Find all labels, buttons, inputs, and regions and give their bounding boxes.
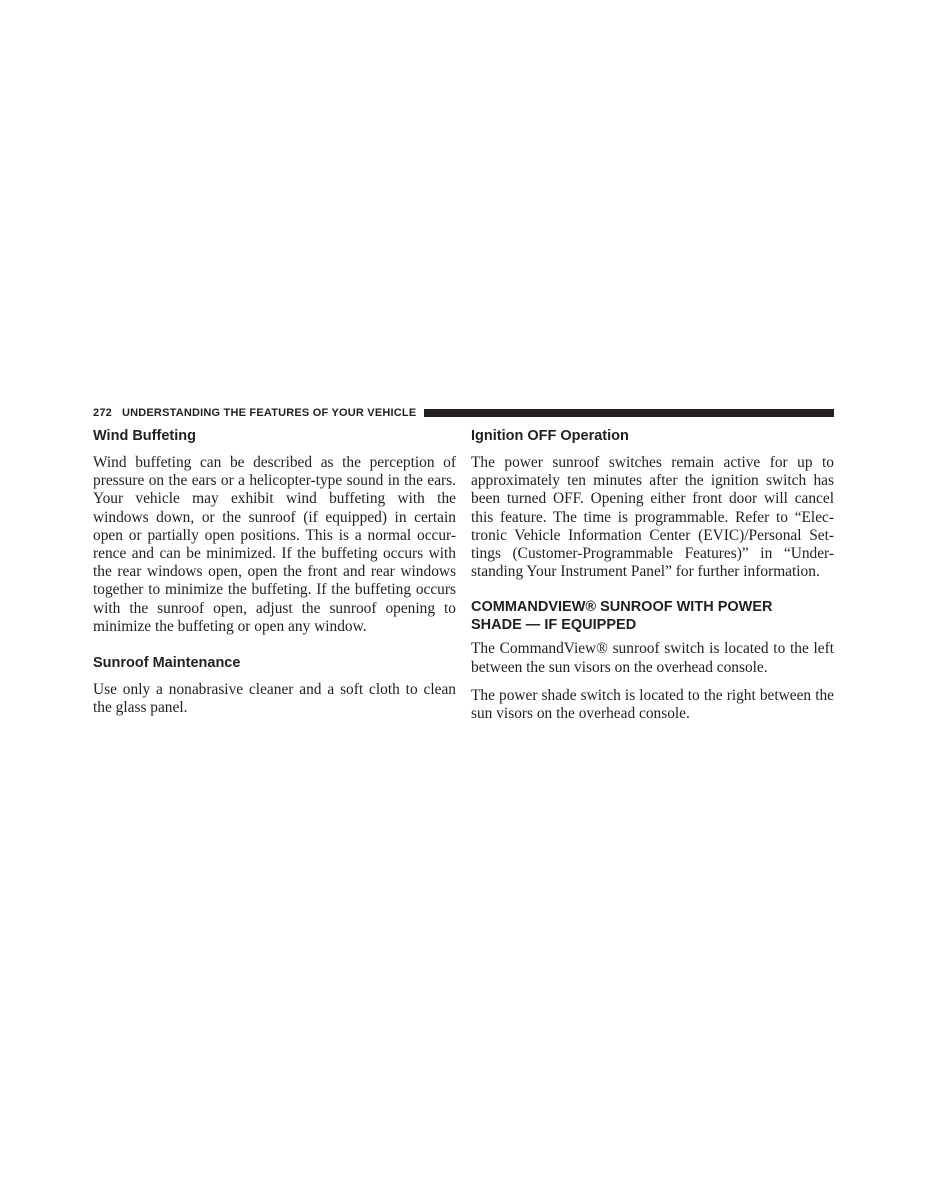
running-title: UNDERSTANDING THE FEATURES OF YOUR VEHICLE [121,407,417,419]
wind-buffeting-heading: Wind Buffeting [93,428,196,444]
commandview-paragraph-2: The power shade switch is located to the right between the sun visors on the overhead console. [471,686,834,723]
commandview-heading [471,598,834,634]
wind-buffeting-paragraph: Wind buffeting can be described as the perception of pressure on the ears or a helicopter-type sound in the ears. Your vehicle may exhibit wind buffeting with the windows down, or the sunroof (if equipped) in certain open or partially open positions. This is a normal occur-rence and can be minimized. If the buffeting occurs with the rear windows open, open the front and rear windows together to minimize the buffeting. If the buffeting occurs with the sunroof open, adjust the sunroof opening to minimize the buffeting or open any window. [93,454,456,635]
header-rule [424,409,834,417]
right-column [471,426,834,723]
page-header [93,406,834,420]
sunroof-maintenance-heading: Sunroof Maintenance [93,655,241,672]
commandview-paragraph-1: The CommandView® sunroof switch is located to the left between the sun visors on the overhead console. [471,640,834,676]
ignition-off-heading: Ignition OFF Operation [471,428,629,444]
commandview-heading-line1: COMMANDVIEW® SUNROOF WITH POWER [471,599,773,616]
sunroof-maintenance-paragraph: Use only a nonabrasive cleaner and a soft cloth to clean the glass panel. [93,681,456,717]
page-number: 272 [93,407,112,419]
commandview-heading-line2: SHADE — IF EQUIPPED [471,617,637,634]
left-column [93,426,456,717]
ignition-off-paragraph: The power sunroof switches remain active for up to approximately ten minutes after the ignition switch has been turned OFF. Opening either front door will cancel this feature. The time is programmable. Refer to “Elec-tronic Vehicle Information Center (EVIC)/Personal Set-tings (Customer-Programmable Features)” in “Under-standing Your Instrument Panel” for further information. [471,454,834,581]
